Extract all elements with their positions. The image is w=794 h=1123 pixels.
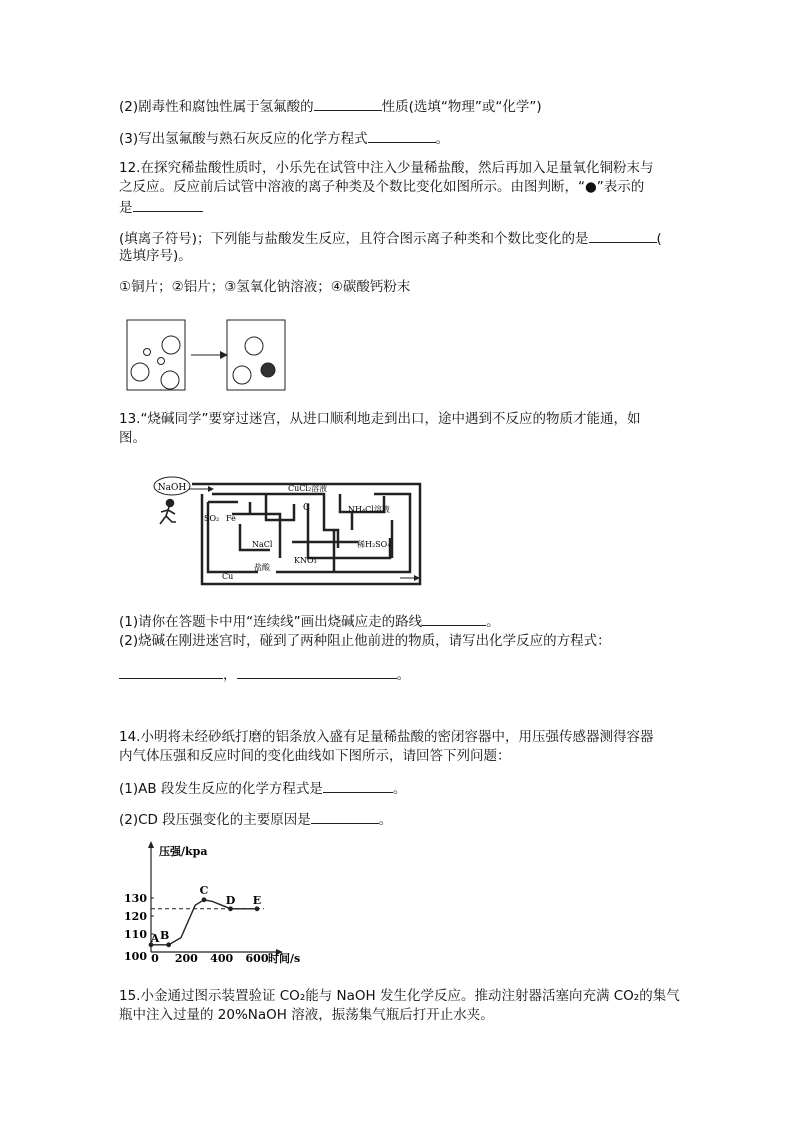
q11-line3: [119, 128, 679, 149]
q12-line2: 之反应。反应前后试管中溶液的离子种类及个数比变化如图所示。由图判断，“●”表示的: [119, 179, 645, 195]
y-tick-label: 110: [124, 928, 147, 941]
maze-walls: [192, 484, 420, 584]
answer-blank[interactable]: [589, 228, 657, 243]
ion-small: [158, 358, 165, 365]
entrance-arrow-head-icon: [208, 486, 214, 492]
runner-icon: [160, 500, 176, 525]
q12-line4-suffix: (: [656, 231, 662, 247]
answer-blank[interactable]: [311, 809, 379, 824]
q14-sub2: [119, 809, 679, 830]
q11-line2-suffix: 性质(选填“物理”或“化学”): [381, 99, 542, 115]
maze-label-h2so4: 稀H₂SO₄: [357, 540, 391, 549]
q12-line5: 选填序号)。: [119, 248, 192, 264]
ion-diagram: [125, 318, 290, 392]
answer-blank[interactable]: [119, 664, 223, 679]
data-point: [228, 906, 233, 911]
q11-line3-text: (3)写出氢氟酸与熟石灰反应的化学方程式: [119, 131, 368, 147]
maze-label-cucl2: CuCl₂溶液: [288, 484, 328, 493]
q14-sub1: [119, 778, 679, 799]
y-axis-arrow-icon: [148, 841, 154, 848]
data-point: [255, 906, 260, 911]
q13-sub1: [119, 611, 679, 632]
point-label: D: [225, 893, 236, 907]
q14-line2: 内气体压强和反应时间的变化曲线如下图所示，请回答下列问题：: [119, 748, 511, 764]
ion-large: [233, 366, 251, 384]
answer-blank[interactable]: [314, 96, 382, 111]
x-tick-label: 600: [245, 952, 269, 965]
y-tick-label: 100: [124, 950, 147, 963]
point-label: A: [150, 931, 160, 945]
pressure-chart: [118, 838, 318, 968]
q11-line2: [119, 96, 679, 117]
q12-options: ①铜片；②铝片；③氢氧化钠溶液；④碳酸钙粉末: [119, 279, 411, 295]
maze-label-fe: Fe: [226, 514, 236, 523]
maze-label-so2: SO₂: [204, 514, 220, 523]
q12-line1: 12.在探究稀盐酸性质时，小乐先在试管中注入少量稀盐酸，然后再加入足量氧化铜粉末与: [119, 160, 654, 176]
q13-sub2-answers: [119, 664, 679, 685]
q12-line3: [119, 197, 679, 218]
q13-sub2: (2)烧碱在刚进迷宫时，碰到了两种阻止他前进的物质，请写出化学反应的方程式：: [119, 633, 611, 649]
ion-large: [245, 337, 263, 355]
answer-blank[interactable]: [422, 611, 486, 626]
maze-label-naoh: NaOH: [157, 483, 187, 493]
ion-large: [161, 371, 179, 389]
q12-line4-text: (填离子符号)；下列能与盐酸发生反应，且符合图示离子种类和个数比变化的是: [119, 231, 589, 247]
q15-line2: 瓶中注入过量的 20%NaOH 溶液，振荡集气瓶后打开止水夹。: [119, 1007, 494, 1023]
point-label: E: [252, 893, 262, 907]
answer-blank[interactable]: [323, 778, 393, 793]
x-tick-label: 0: [151, 952, 159, 965]
q13-sub2-separator: ，: [223, 667, 237, 683]
y-tick-label: 130: [124, 892, 147, 905]
maze-label-hcl: 盐酸: [254, 563, 270, 572]
q13-sub1-suffix: 。: [486, 614, 500, 630]
q14-sub2-suffix: 。: [378, 812, 393, 828]
q11-line2-text: (2)剧毒性和腐蚀性属于氢氟酸的: [119, 99, 314, 115]
answer-blank[interactable]: [237, 664, 397, 679]
maze-label-nh4cl: NH₄Cl溶液: [348, 505, 390, 514]
data-point: [202, 897, 207, 902]
point-label: C: [199, 883, 209, 897]
y-tick-label: 120: [124, 910, 147, 923]
q13-line1: 13.“烧碱同学”要穿过迷宫，从进口顺利地走到出口，途中遇到不反应的物质才能通，如: [119, 411, 641, 427]
q12-line3-text: 是: [119, 200, 133, 216]
ion-filled: [261, 363, 275, 377]
q14-sub1-suffix: 。: [392, 781, 407, 797]
ion-small: [144, 349, 151, 356]
maze-label-cu: Cu: [222, 572, 234, 581]
point-label: B: [160, 928, 170, 942]
q12-line4: [119, 228, 679, 249]
maze-label-kno3: KNO₃: [294, 556, 317, 565]
q15-line1: 15.小金通过图示装置验证 CO₂能与 NaOH 发生化学反应。推动注射器活塞向充满 CO₂的集气: [119, 988, 680, 1004]
x-axis-label: 时间/s: [268, 952, 301, 965]
q14-sub1-text: (1)AB 段发生反应的化学方程式是: [119, 781, 323, 797]
ion-large: [131, 363, 149, 381]
q11-line3-suffix: 。: [435, 131, 450, 147]
q13-line2: 图。: [119, 430, 146, 446]
ion-large: [162, 336, 180, 354]
q14-sub2-text: (2)CD 段压强变化的主要原因是: [119, 812, 311, 828]
x-tick-label: 400: [210, 952, 234, 965]
q13-sub1-text: (1)请你在答题卡中用“连续线”画出烧碱应走的路线: [119, 614, 423, 630]
data-point: [166, 942, 171, 947]
x-tick-label: 200: [174, 952, 198, 965]
maze-diagram: [148, 472, 428, 596]
maze-label-c: C: [303, 503, 310, 513]
answer-blank[interactable]: [133, 197, 203, 212]
answer-blank[interactable]: [368, 128, 436, 143]
y-axis-label: 压强/kpa: [159, 845, 208, 858]
maze-label-nacl: NaCl: [252, 540, 273, 549]
q14-line1: 14.小明将未经砂纸打磨的铝条放入盛有足量稀盐酸的密闭容器中，用压强传感器测得容器: [119, 729, 654, 745]
q13-sub2-end: 。: [396, 667, 410, 683]
